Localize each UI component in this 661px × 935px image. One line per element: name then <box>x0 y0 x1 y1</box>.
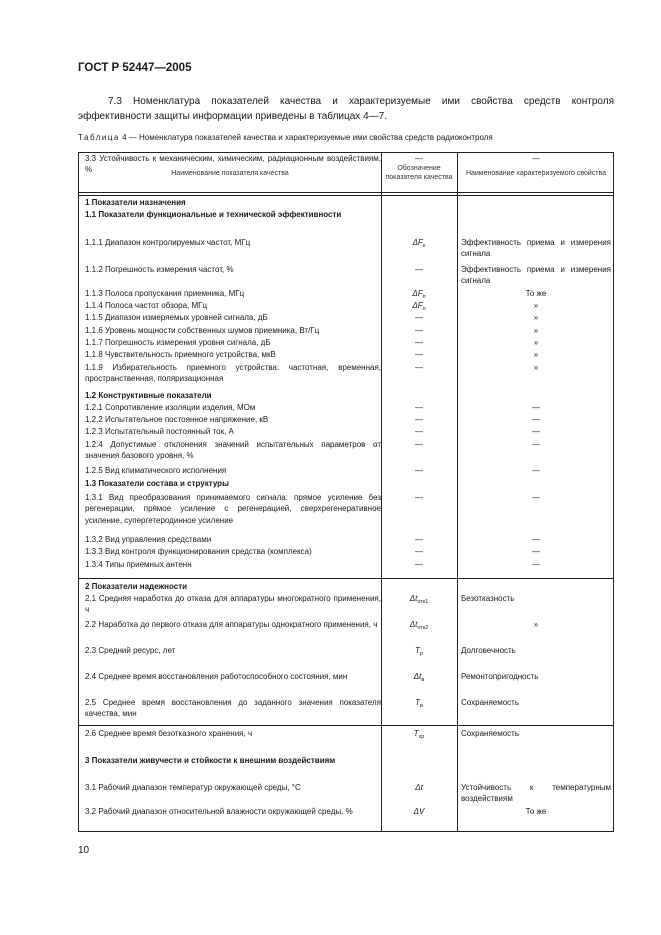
table-caption-label: Таблица <box>78 133 120 142</box>
table-caption <box>78 133 493 142</box>
table-row-name: 3.3 Устойчивость к механическим, химическим, радиационным воздействиям, % <box>85 154 381 175</box>
table-row-property: Долговечность <box>461 646 516 655</box>
table-row-property: То же <box>525 807 547 816</box>
table-row-name: 1.1.2 Погрешность измерения частот, % <box>85 265 234 274</box>
table-row-symbol: — <box>415 350 423 359</box>
table-row-property: — <box>532 535 540 544</box>
table-row-name: 2.4 Среднее время восстановления работоспособного состояния, мин <box>85 672 348 681</box>
table-row-symbol: — <box>415 338 423 347</box>
table-row-symbol: — <box>415 427 423 436</box>
table-row-name: 2.1 Средняя наработка до отказа для аппаратуры многократного применения, ч <box>85 594 381 615</box>
table-row-name: 1.3.1 Вид преобразования принимаемого сигнала: прямое усиление без регенерации, прямое усиление с регенерацией, сверхрегенеративное усиление, супергетеродинное усиление <box>85 493 381 525</box>
table-row-property: — <box>532 415 540 424</box>
table-row-symbol: $\Delta F_о$ <box>412 301 426 312</box>
table-row-name: 3.1 Рабочий диапазон температур окружающей среды, °С <box>85 783 301 792</box>
table-row-property: » <box>533 363 539 372</box>
table-row-name: 1.2.3 Испытательный постоянный ток, А <box>85 427 234 436</box>
table-row-symbol: — <box>415 560 423 569</box>
table-caption-text: 4 — Номенклатура показателей качества и характеризуемые ими свойства средств радиоконтроля <box>122 133 493 142</box>
quality-indicators-table <box>78 152 614 832</box>
table-row-property: Устойчивость к температурным воздействиям <box>461 783 611 804</box>
table-row-symbol: — <box>415 493 423 502</box>
table-row-name: 1.3 Показатели состава и структуры <box>85 479 229 488</box>
table-row-name: 1.1.1 Диапазон контролируемых частот, МГц <box>85 238 251 247</box>
table-row-symbol: — <box>415 415 423 424</box>
table-row-property: Эффективность приема и измерения сигнала <box>461 265 611 286</box>
table-row-property: — <box>532 466 540 475</box>
table-row-name: 1.3.2 Вид управления средствами <box>85 535 212 544</box>
table-row-property: » <box>533 326 539 335</box>
table-row-property: » <box>533 313 539 322</box>
table-row-property: » <box>533 301 539 310</box>
table-row-name: 1.1.9 Избирательность приемного устройства: частотная, временная, пространственная, поляризационная <box>85 363 381 384</box>
table-row-symbol: — <box>415 313 423 322</box>
table-row-symbol: $\Delta F_п$ <box>412 289 426 300</box>
document-header: ГОСТ Р 52447—2005 <box>78 62 192 74</box>
table-row-symbol: — <box>415 535 423 544</box>
table-row-property: » <box>533 620 539 629</box>
table-row-symbol: ΔV <box>413 807 425 816</box>
table-row-name: 1.1 Показатели функциональные и технической эффективности <box>85 210 342 219</box>
table-row-name: 1.2.5 Вид климатического исполнения <box>85 466 227 475</box>
table-row-property: — <box>532 440 540 449</box>
table-row-name: 1.1.7 Погрешность измерения уровня сигнала, дБ <box>85 338 271 347</box>
table-row-symbol: $\Delta t_в$ <box>413 672 425 683</box>
table-row-symbol: $\Delta t_{отк2}$ <box>409 620 429 631</box>
table-row-symbol: — <box>415 403 423 412</box>
column-header-symbol: Обозначение показателя качества <box>385 165 453 181</box>
page-number: 10 <box>78 845 90 856</box>
column-header-property: Наименование характеризуемого свойства <box>465 169 607 177</box>
table-row-property: То же <box>525 289 547 298</box>
table-row-symbol: $\Delta F_к$ <box>412 238 426 249</box>
table-row-name: 1.2.1 Сопротивление изоляции изделия, МОм <box>85 403 256 412</box>
table-row-property: Ремонтопригодность <box>461 672 539 681</box>
table-row-symbol: $\Delta t_{отк1}$ <box>409 594 429 605</box>
table-row-property: — <box>532 547 540 556</box>
table-row-property: » <box>533 338 539 347</box>
table-row-name: 2.6 Среднее время безотказного хранения, ч <box>85 729 253 738</box>
table-row-name: 1.3.3 Вид контроля функционирования средства (комплекса) <box>85 547 312 556</box>
table-row-symbol: $T_в$ <box>415 698 423 709</box>
table-row-name: 2.2 Наработка до первого отказа для аппаратуры однократного применения, ч <box>85 620 378 629</box>
column-divider <box>457 153 458 831</box>
table-row-symbol: $T_{хр}$ <box>413 729 425 740</box>
table-row-name: 1.1.3 Полоса пропускания приемника, МГц <box>85 289 245 298</box>
table-row-symbol: $T_р$ <box>415 646 423 657</box>
table-row-name: 1.1.5 Диапазон измеряемых уровней сигнала, дБ <box>85 313 268 322</box>
table-row-symbol: — <box>415 466 423 475</box>
section-divider <box>79 725 613 726</box>
table-row-property: — <box>532 154 540 163</box>
table-row-symbol: — <box>415 363 423 372</box>
table-row-name: 1.2.4 Допустимые отклонения значений испытательных параметров от значения базового уровня, % <box>85 440 381 461</box>
table-row-name: 2 Показатели надежности <box>85 582 188 591</box>
table-row-property: — <box>532 427 540 436</box>
table-row-property: » <box>533 350 539 359</box>
table-row-name: 1.1.4 Полоса частот обзора, МГц <box>85 301 208 310</box>
intro-paragraph: 7.3 Номенклатура показателей качества и характеризуемые ими свойства средств контроля эффективности защиты информации приведены в таблицах 4—7. <box>78 96 614 122</box>
table-row-symbol: — <box>415 265 423 274</box>
table-row-property: Сохраняемость <box>461 729 520 738</box>
table-row-property: Безотказность <box>461 594 515 603</box>
table-row-name: 3 Показатели живучести и стойкости к внешним воздействиям <box>85 756 336 765</box>
table-row-name: 1.3.4 Типы приемных антенн <box>85 560 192 569</box>
table-row-name: 2.3 Средний ресурс, лет <box>85 646 176 655</box>
column-header-name: Наименование показателя качества <box>171 169 289 177</box>
table-row-property: — <box>532 403 540 412</box>
table-row-symbol: — <box>415 547 423 556</box>
table-row-property: — <box>532 493 540 502</box>
table-row-name: 2.5 Среднее время восстановления до заданного значения показателя качества, мин <box>85 698 381 719</box>
table-row-symbol: — <box>415 326 423 335</box>
table-row-name: 3.2 Рабочий диапазон относительной влажности окружающей среды, % <box>85 807 353 816</box>
table-row-name: 1.2 Конструктивные показатели <box>85 391 212 400</box>
table-row-name: 1.1.8 Чувствительность приемного устройства, мкВ <box>85 350 276 359</box>
section-divider <box>79 578 613 579</box>
table-row-property: Сохраняемость <box>461 698 520 707</box>
table-row-name: 1.1.6 Уровень мощности собственных шумов приемника, Вт/Гц <box>85 326 320 335</box>
table-row-property: Эффективность приема и измерения сигнала <box>461 238 611 259</box>
table-row-symbol: — <box>415 440 423 449</box>
table-row-name: 1.2.2 Испытательное постоянное напряжение, кВ <box>85 415 269 424</box>
table-row-name: 1 Показатели назначения <box>85 198 186 207</box>
table-row-symbol: — <box>415 154 423 163</box>
table-row-property: — <box>532 560 540 569</box>
table-row-symbol: Δt <box>415 783 423 792</box>
